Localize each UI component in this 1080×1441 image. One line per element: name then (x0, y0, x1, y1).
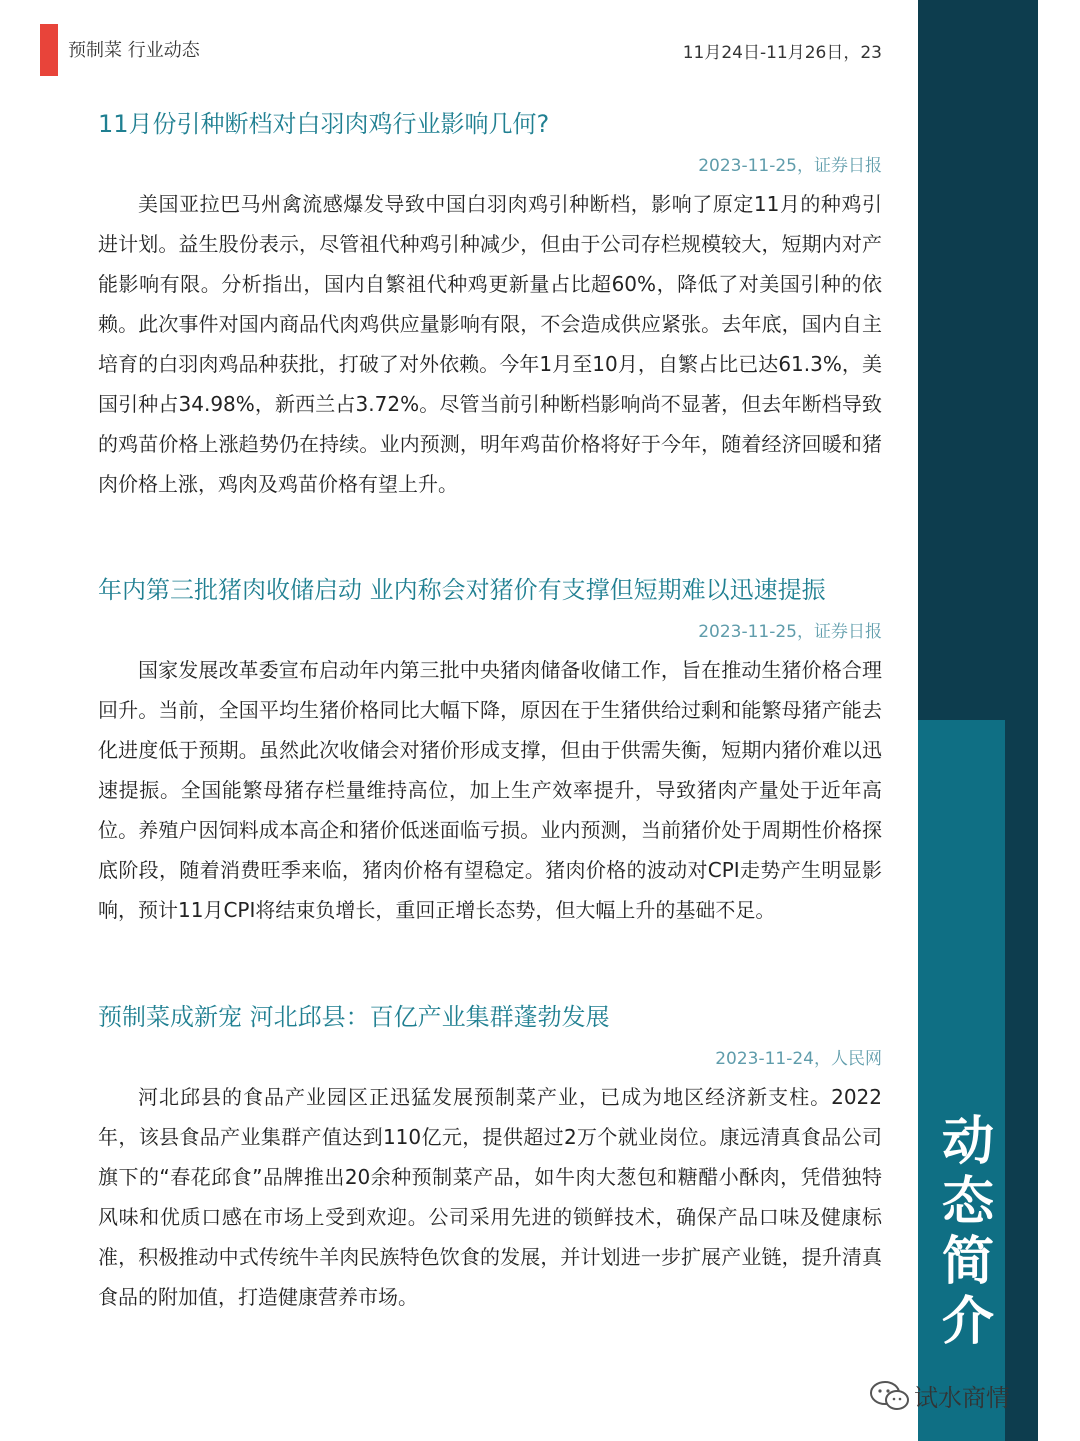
vertical-title-char: 介 (941, 1292, 994, 1352)
article-meta: 2023-11-25，证券日报 (698, 622, 882, 642)
article-title[interactable]: 预制菜成新宠 河北邱县：百亿产业集群蓬勃发展 (98, 1003, 610, 1031)
article-body: 河北邱县的食品产业园区正迅猛发展预制菜产业，已成为地区经济新支柱。2022年，该县食品产业集群产值达到110亿元，提供超过2万个就业岗位。康远清真食品公司旗下的“春花邱食”品牌推出20余种预制菜产品，如牛肉大葱包和糖醋小酥肉，凭借独特风味和优质口感在市场上受到欢迎。公司采用先进的锁鲜技术，确保产品口味及健康标准，积极推动中式传统牛羊肉民族特色饮食的发展，并计划进一步扩展产业链，提升清真食品的附加值，打造健康营养市场。 (98, 1085, 882, 1309)
article-body: 国家发展改革委宣布启动年内第三批中央猪肉储备收储工作，旨在推动生猪价格合理回升。当前，全国平均生猪价格同比大幅下降，原因在于生猪供给过剩和能繁母猪产能去化进度低于预期。虽然此次收储会对猪价形成支撑，但由于供需失衡，短期内猪价难以迅速提振。全国能繁母猪存栏量维持高位，加上生产效率提升，导致猪肉产量处于近年高位。养殖户因饲料成本高企和猪价低迷面临亏损。业内预测，当前猪价处于周期性价格探底阶段，随着消费旺季来临，猪肉价格有望稳定。猪肉价格的波动对CPI走势产生明显影响，预计11月CPI将结束负增长，重回正增长态势，但大幅上升的基础不足。 (98, 658, 882, 922)
section-label: 预制菜 行业动态 (68, 40, 200, 61)
article-1 (98, 104, 882, 504)
watermark (868, 1378, 1010, 1413)
watermark-text: 试水商情 (914, 1384, 1010, 1412)
vertical-title-char: 简 (941, 1232, 994, 1292)
article-meta: 2023-11-25，证券日报 (698, 156, 882, 176)
vertical-title (918, 1112, 1018, 1352)
article-2 (98, 570, 882, 930)
article-title[interactable]: 11月份引种断档对白羽肉鸡行业影响几何? (98, 110, 550, 138)
vertical-title-char: 态 (941, 1172, 994, 1232)
article-3 (98, 997, 882, 1317)
header-accent-bar (40, 24, 58, 76)
wechat-icon (868, 1379, 912, 1413)
article-meta: 2023-11-24，人民网 (715, 1049, 882, 1069)
article-body: 美国亚拉巴马州禽流感爆发导致中国白羽肉鸡引种断档，影响了原定11月的种鸡引进计划。益生股份表示，尽管祖代种鸡引种减少，但由于公司存栏规模较大，短期内对产能影响有限。分析指出，国内自繁祖代种鸡更新量占比超60%，降低了对美国引种的依赖。此次事件对国内商品代肉鸡供应量影响有限，不会造成供应紧张。去年底，国内自主培育的白羽肉鸡品种获批，打破了对外依赖。今年1月至10月，自繁占比已达61.3%，美国引种占34.98%，新西兰占3.72%。尽管当前引种断档影响尚不显著，但去年断档导致的鸡苗价格上涨趋势仍在持续。业内预测，明年鸡苗价格将好于今年，随着经济回暖和猪肉价格上涨，鸡肉及鸡苗价格有望上升。 (98, 192, 882, 496)
article-title[interactable]: 年内第三批猪肉收储启动 业内称会对猪价有支撑但短期难以迅速提振 (98, 576, 826, 604)
date-range: 11月24日-11月26日，23 (682, 43, 882, 63)
vertical-title-char: 动 (941, 1112, 994, 1172)
